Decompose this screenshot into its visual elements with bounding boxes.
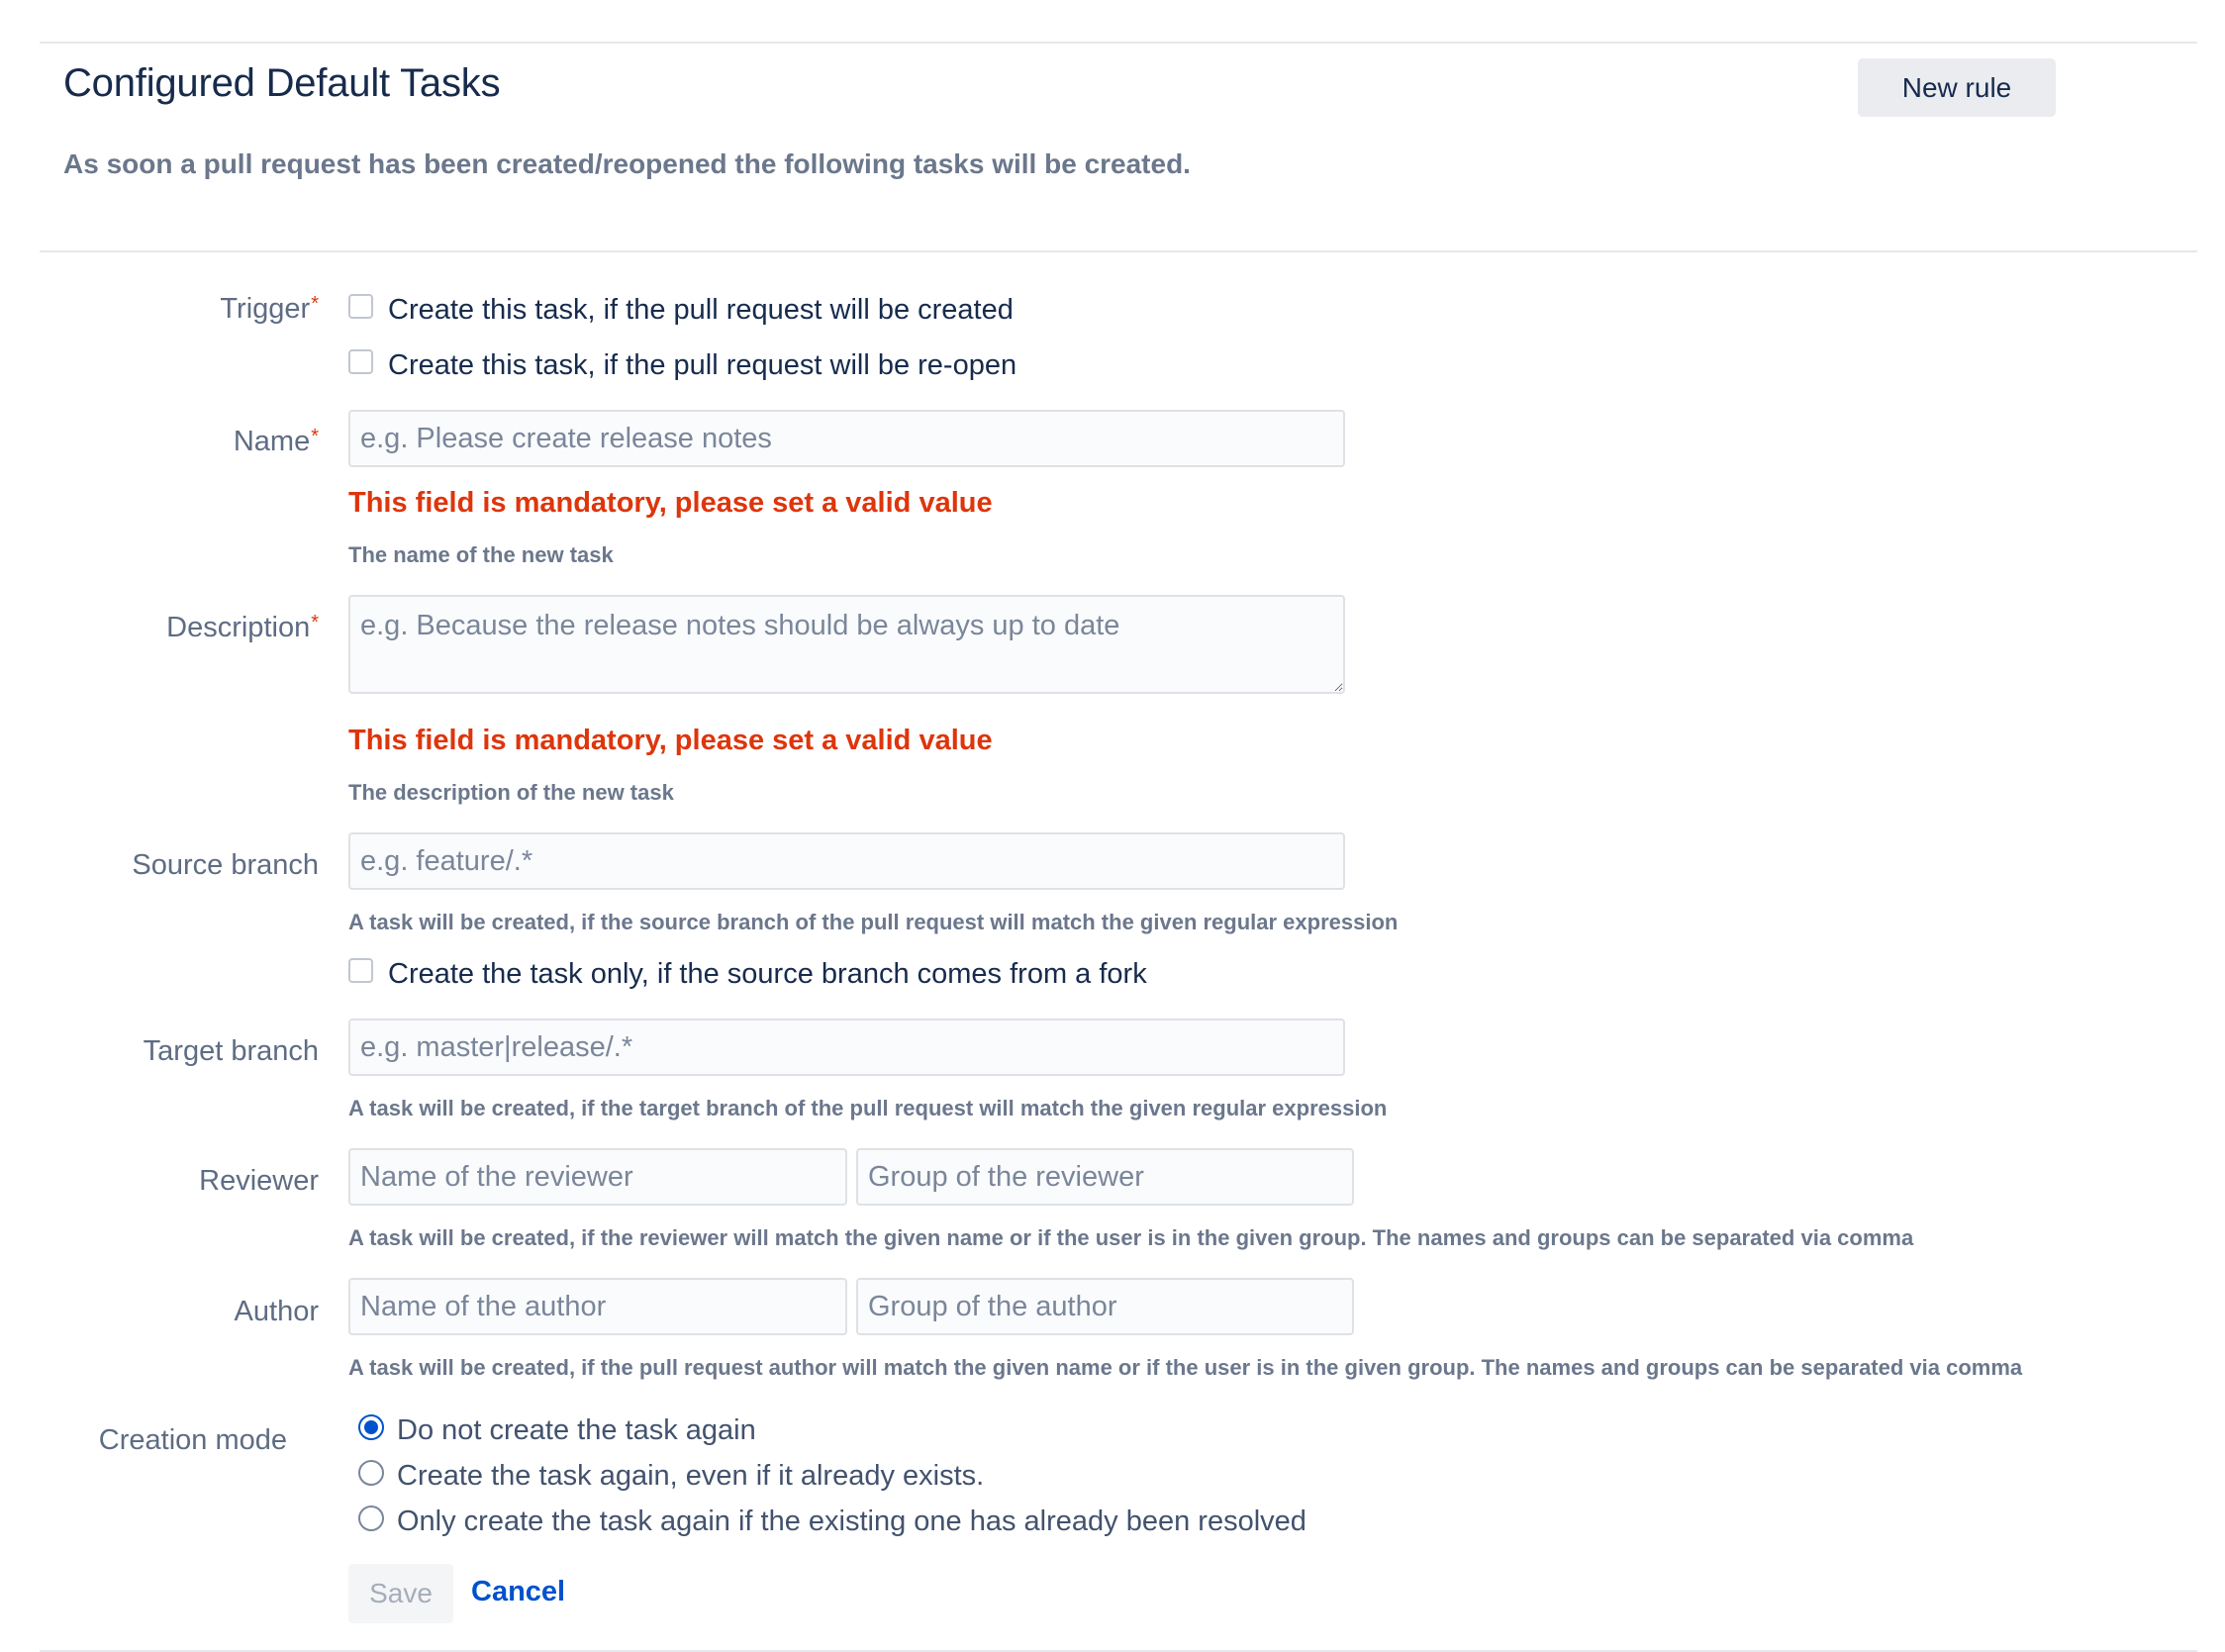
target-branch-input[interactable] bbox=[348, 1019, 1345, 1076]
creation-mode-radio-no-recreate[interactable] bbox=[358, 1414, 384, 1440]
name-input[interactable] bbox=[348, 410, 1345, 467]
trigger-created-checkbox[interactable] bbox=[348, 294, 373, 319]
target-branch-help-text: A task will be created, if the target branch of the pull request will match the given regular expression bbox=[348, 1096, 1388, 1120]
source-fork-label[interactable]: Create the task only, if the source branch comes from a fork bbox=[388, 958, 1147, 990]
required-marker: * bbox=[311, 293, 319, 315]
reviewer-label: Reviewer bbox=[199, 1165, 319, 1197]
source-branch-input[interactable] bbox=[348, 832, 1345, 890]
source-fork-checkbox[interactable] bbox=[348, 958, 373, 983]
required-marker: * bbox=[311, 426, 319, 447]
description-help-text: The description of the new task bbox=[348, 780, 674, 805]
author-name-input[interactable] bbox=[348, 1278, 847, 1335]
author-label: Author bbox=[234, 1296, 319, 1327]
author-group-input[interactable] bbox=[856, 1278, 1354, 1335]
creation-mode-option-label[interactable]: Create the task again, even if it already exists. bbox=[397, 1460, 985, 1492]
description-label: Description* bbox=[166, 612, 319, 643]
author-help-text: A task will be created, if the pull request author will match the given name or if the user is in the given group. The names and groups can be separated via comma bbox=[348, 1355, 2023, 1380]
reviewer-name-input[interactable] bbox=[348, 1148, 847, 1206]
trigger-created-label[interactable]: Create this task, if the pull request will be created bbox=[388, 294, 1014, 326]
page-title: Configured Default Tasks bbox=[63, 61, 501, 105]
creation-mode-label: Creation mode bbox=[98, 1424, 287, 1456]
trigger-reopen-checkbox[interactable] bbox=[348, 349, 373, 374]
creation-mode-option-label[interactable]: Only create the task again if the existing one has already been resolved bbox=[397, 1506, 1306, 1537]
name-label: Name* bbox=[233, 426, 319, 457]
reviewer-help-text: A task will be created, if the reviewer will match the given name or if the user is in the given group. The names and groups can be separated via comma bbox=[348, 1225, 1914, 1250]
trigger-reopen-label[interactable]: Create this task, if the pull request will be re-open bbox=[388, 349, 1017, 381]
creation-mode-radio-always-recreate[interactable] bbox=[358, 1460, 384, 1486]
creation-mode-option-label[interactable]: Do not create the task again bbox=[397, 1414, 756, 1446]
trigger-label: Trigger* bbox=[220, 293, 319, 325]
top-divider bbox=[40, 42, 2197, 44]
new-rule-button[interactable]: New rule bbox=[1858, 58, 2056, 117]
source-branch-help-text: A task will be created, if the source branch of the pull request will match the given regular expression bbox=[348, 910, 1399, 934]
source-branch-label: Source branch bbox=[132, 849, 319, 881]
save-button[interactable]: Save bbox=[348, 1564, 453, 1623]
name-help-text: The name of the new task bbox=[348, 542, 614, 567]
description-error-message: This field is mandatory, please set a valid value bbox=[348, 725, 993, 756]
required-marker: * bbox=[311, 612, 319, 633]
cancel-button[interactable]: Cancel bbox=[471, 1576, 566, 1607]
name-error-message: This field is mandatory, please set a valid value bbox=[348, 487, 993, 519]
target-branch-label: Target branch bbox=[143, 1035, 319, 1067]
reviewer-group-input[interactable] bbox=[856, 1148, 1354, 1206]
header-divider bbox=[40, 250, 2197, 252]
page-description: As soon a pull request has been created/reopened the following tasks will be created. bbox=[63, 148, 1191, 179]
description-textarea[interactable] bbox=[348, 595, 1345, 694]
creation-mode-radio-recreate-if-resolved[interactable] bbox=[358, 1506, 384, 1531]
